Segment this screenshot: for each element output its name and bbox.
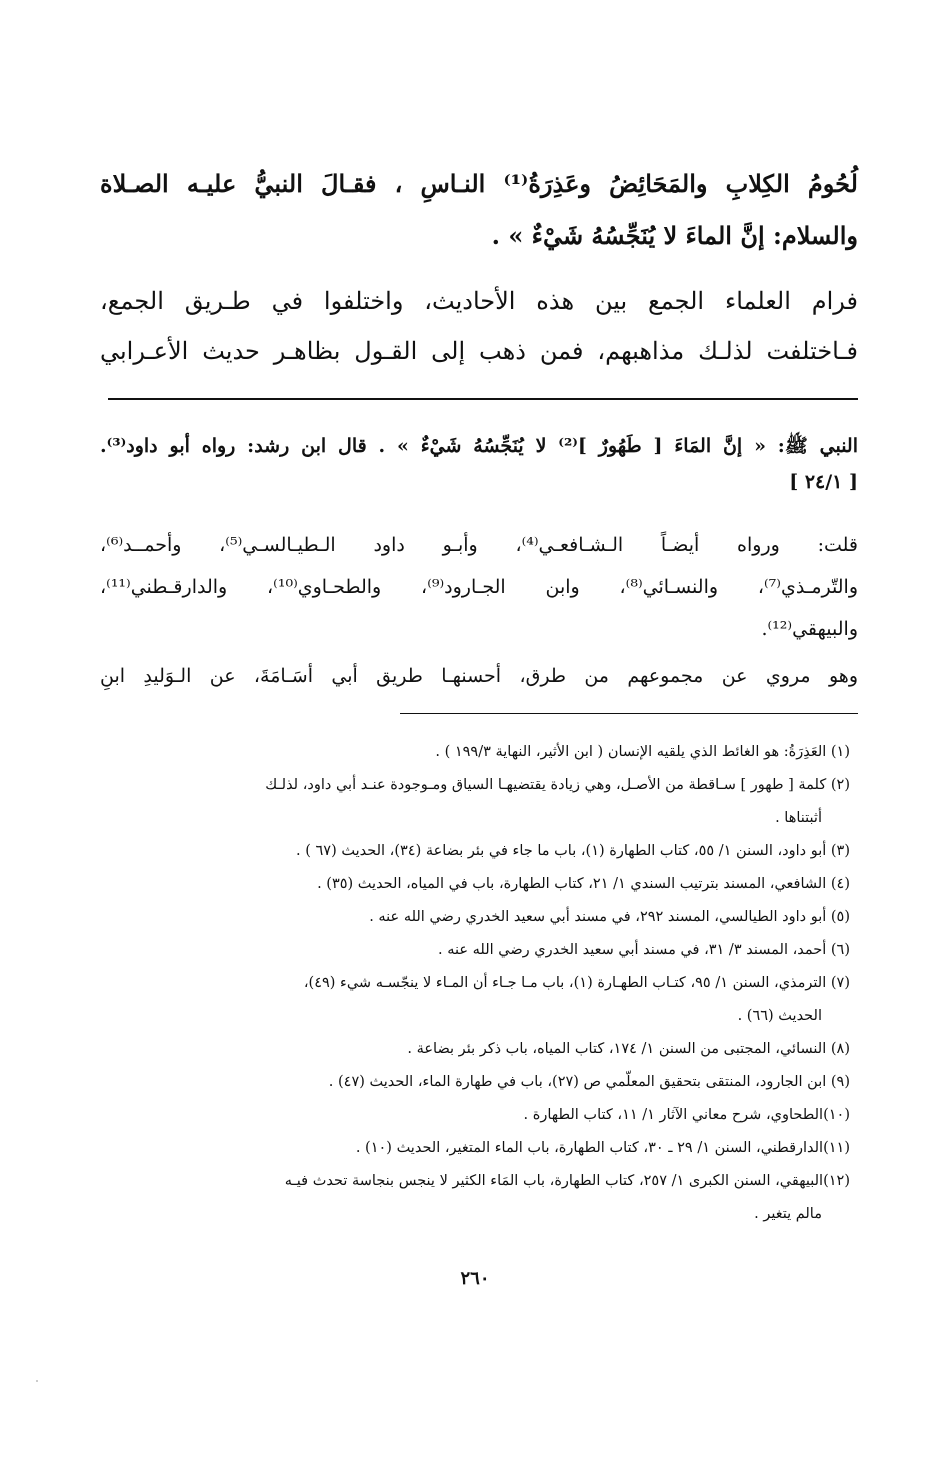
middle-paragraph-line-1: فرام العلماء الجمع بين هذه الأحاديث، واختلفوا في طـريق الجمع، [100,287,858,315]
footnote-10: (١٠)الطحاوي، شرح معاني الآثار ١/ ١١، كتاب الطهارة . [523,1107,850,1123]
hadith-paragraph [100,428,858,500]
hadith-reference: [ ٢٤/١ ] [789,471,858,493]
top-paragraph-line-1: لُحُومُ الكِلابِ والمَحَائِضُ وعَذِرَةُ⁽¹⁾ النـاسِ ، فقـالَ النبيُّ عليـه الصـلاة [100,169,858,198]
footnote-5: (٥) أبو داود الطيالسي، المسند ٢٩٢، في مسند أبي سعيد الخدري رضي الله عنه . [369,909,850,925]
top-paragraph [100,158,858,262]
top-paragraph-line-2: والسلام: إنَّ الماءَ لا يُنَجِّسُهُ شَيْءٌ » . [491,221,858,250]
hadith-line-1: النبي ﷺ: « إنَّ المَاءَ [ طَهُورٌ ]⁽²⁾ لا يُنَجِّسُهُ شَيْءٌ » . قال ابن رشد: رواه أبو داود⁽³⁾. [100,435,858,457]
footnote-7: (٧) الترمذي، السنن ١/ ٩٥، كتـاب الطهـارة (١)، باب مـا جـاء أن المـاء لا ينجّسـه شيء (٤٩)، [303,975,850,991]
footnote-7-continued: الحديث (٦٦) . [737,1008,822,1024]
footnote-1: (١) العَذِرَةُ: هو الغائط الذي يلقيه الإنسان ( ابن الأثير، النهاية ١٩٩/٣ ) . [435,744,850,760]
footnote-divider [400,713,858,714]
footnote-4: (٤) الشافعي، المسند بترتيب السندي ١/ ٢١، كتاب الطهارة، باب في المياه، الحديث (٣٥) . [317,876,850,892]
footnote-8: (٨) النسائي، المجتبى من السنن ١/ ١٧٤، كتاب المياه، باب ذكر بئر بضاعة . [407,1041,850,1057]
page-number: ٢٦٠ [460,1268,490,1289]
narration-line: وهو مروي عن مجموعهم من طرق، أحسنهـا طريق أبي أسَـامَةَ، عن الـوَليدِ ابنِ [100,665,858,687]
footnote-9: (٩) ابن الجارود، المنتقى بتحقيق المعلّمي ص (٢٧)، باب في طهارة الماء، الحديث (٤٧) . [328,1074,850,1090]
middle-paragraph-line-2: فـاختلفت لذلـك مذاهبهم، فمن ذهب إلى القـول بظاهـر حديث الأعـرابي [100,337,859,365]
section-divider [108,398,858,400]
footnote-12-continued: مالم يتغير . [754,1206,822,1222]
footnote-2: (٢) كلمة [ طهور ] سـاقطة من الأصـل، وهي زيادة يقتضيهـا السياق ومـوجودة عنـد أبي داود، لذلـك [265,777,850,793]
qult-line-3: والبيهقي⁽¹²⁾. [761,618,858,640]
footnote-2-continued: أثبتناها . [775,810,822,826]
footnotes [108,736,850,1231]
footnote-11: (١١)الدارقطني، السنن ١/ ٢٩ ـ ٣٠، كتاب الطهارة، باب الماء المتغير، الحديث (١٠) . [355,1140,850,1156]
scan-speck [36,1380,38,1382]
qult-paragraph [100,524,858,650]
qult-line-1: قلت: ورواه أيضـاً الـشـافعـي⁽⁴⁾، وأبـو داود الـطيـالسـي⁽⁵⁾، وأحمــد⁽⁶⁾، [100,534,858,556]
footnote-12: (١٢)البيهقي، السنن الكبرى ١/ ٢٥٧، كتاب الطهارة، باب المَاء الكثير لا ينجس بنجاسة تحدث فيـه [284,1173,850,1189]
footnote-3: (٣) أبو داود، السنن ١/ ٥٥، كتاب الطهارة (١)، باب ما جاء في بئر بضاعة (٣٤)، الحديث (٦٧ ) . [296,843,850,859]
footnote-6: (٦) أحمد، المسند ٣/ ٣١، في مسند أبي سعيد الخدري رضي الله عنه . [438,942,850,958]
middle-paragraph [100,276,858,376]
qult-line-2: والتّرمـذي⁽⁷⁾، والنسـائي⁽⁸⁾، وابن الجـارود⁽⁹⁾، والطحـاوي⁽¹⁰⁾، والدارقـطني⁽¹¹⁾، [100,576,858,598]
narration-paragraph [100,657,858,695]
